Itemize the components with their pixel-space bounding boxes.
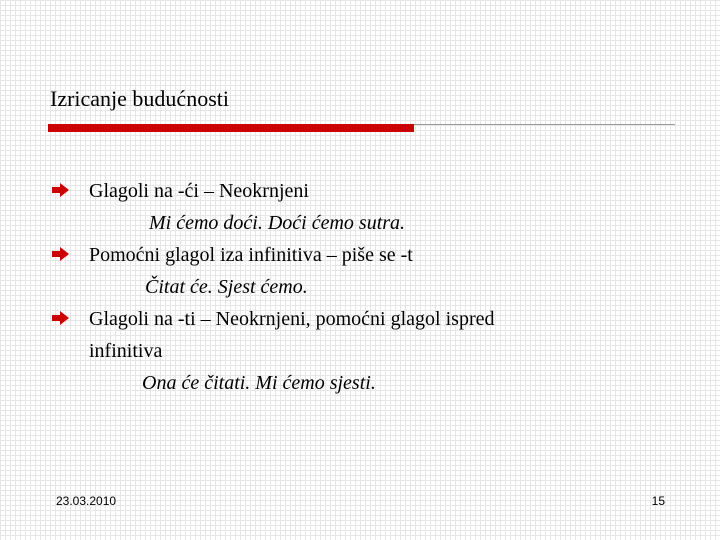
example-sentence: Ona će čitati. Mi ćemo sjesti. bbox=[142, 372, 376, 394]
arrow-bullet-icon bbox=[52, 183, 69, 197]
page-number: 15 bbox=[651, 494, 665, 508]
bullet-item bbox=[50, 303, 670, 335]
arrow-bullet-icon bbox=[52, 311, 69, 325]
bullet-text-rest: – Neokrnjeni bbox=[198, 180, 309, 202]
bullet-text: Glagoli na bbox=[89, 180, 178, 202]
title-underline-thin bbox=[414, 124, 675, 125]
example-sentence: Čitat će. Sjest ćemo. bbox=[145, 276, 308, 298]
bullet-suffix: -t bbox=[400, 244, 413, 266]
bullet-text-rest: – Neokrnjeni, pomoćni glagol ispred bbox=[195, 308, 495, 330]
bullet-item bbox=[50, 175, 670, 207]
bullet-continuation: infinitiva bbox=[89, 340, 163, 362]
slide-title: Izricanje budućnosti bbox=[50, 86, 229, 111]
arrow-bullet-icon bbox=[52, 247, 69, 261]
bullet-suffix: -ti bbox=[177, 308, 196, 330]
slide-content bbox=[50, 175, 670, 399]
bullet-text: Pomoćni glagol iza infinitiva – piše se bbox=[89, 244, 401, 266]
title-underline bbox=[48, 121, 675, 130]
footer-date: 23.03.2010 bbox=[56, 494, 117, 508]
example-sentence: Mi ćemo doći. Doći ćemo sutra. bbox=[149, 212, 406, 234]
bullet-text: Glagoli na bbox=[89, 308, 178, 330]
title-underline-accent bbox=[48, 124, 414, 132]
bullet-suffix: -ći bbox=[177, 180, 199, 202]
bullet-item bbox=[50, 239, 670, 271]
